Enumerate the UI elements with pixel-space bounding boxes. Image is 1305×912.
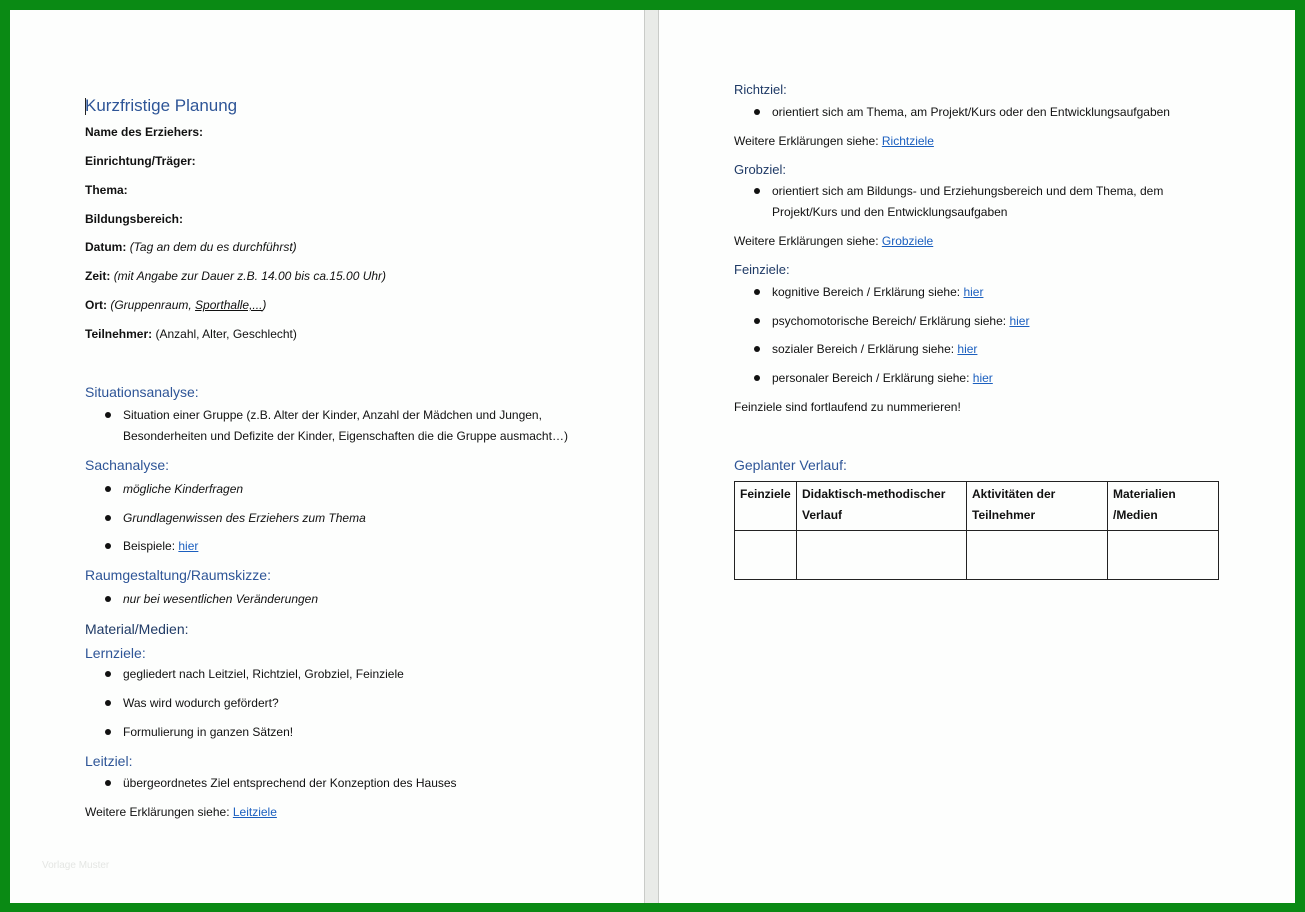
- list-item: übergeordnetes Ziel entsprechend der Konzeption des Hauses: [123, 776, 457, 790]
- heading-richtziel: Richtziel:: [734, 82, 787, 97]
- heading-leitziel: Leitziel:: [85, 753, 133, 769]
- list-item: gegliedert nach Leitziel, Richtziel, Grobziel, Feinziele: [123, 667, 404, 681]
- header-line1: Feinziele: [740, 487, 791, 501]
- table-cell[interactable]: [1108, 531, 1219, 580]
- list-item: Formulierung in ganzen Sätzen!: [123, 725, 294, 739]
- table-row: [735, 531, 1219, 580]
- bullet-icon: [754, 289, 760, 295]
- field-label: Einrichtung/Träger:: [85, 154, 196, 168]
- bullet-icon: [754, 375, 760, 381]
- leitziele-link[interactable]: Leitziele: [232, 805, 277, 819]
- field-label: Datum:: [85, 240, 127, 254]
- sozial-link[interactable]: hier: [957, 342, 978, 356]
- header-line1: Materialien: [1113, 487, 1176, 501]
- list-item: Grundlagenwissen des Erziehers zum Thema: [123, 511, 366, 525]
- table-cell[interactable]: [735, 531, 797, 580]
- list-item: nur bei wesentlichen Veränderungen: [123, 592, 319, 606]
- table-header-cell[interactable]: [797, 482, 967, 531]
- bullet-icon: [105, 543, 111, 549]
- bullet-icon: [754, 318, 760, 324]
- grobziele-link[interactable]: Grobziele: [881, 234, 934, 248]
- list-item: Was wird wodurch gefördert?: [123, 696, 279, 710]
- field-hint: (mit Angabe zur Dauer z.B. 14.00 bis ca.15.00 Uhr): [113, 269, 387, 283]
- list-item: [772, 314, 1029, 328]
- psychomotorisch-link[interactable]: hier: [1009, 314, 1030, 328]
- more-info-grobziel: [734, 234, 933, 248]
- verlauf-table[interactable]: [734, 481, 1219, 580]
- heading-sachanalyse: Sachanalyse:: [85, 457, 170, 473]
- bullet-icon: [105, 729, 111, 735]
- page-divider: [644, 10, 645, 903]
- bullet-icon: [105, 486, 111, 492]
- field-label: Bildungsbereich:: [85, 212, 184, 226]
- field-bildungsbereich[interactable]: [85, 212, 183, 226]
- bullet-icon: [105, 780, 111, 786]
- beispiele-link[interactable]: hier: [178, 539, 199, 553]
- bullet-icon: [105, 412, 111, 418]
- page-right: [659, 10, 1295, 903]
- field-teilnehmer[interactable]: [85, 327, 297, 341]
- list-item: Situation einer Gruppe (z.B. Alter der Kinder, Anzahl der Mädchen und Jungen,: [123, 408, 542, 422]
- bullet-icon: [754, 109, 760, 115]
- header-line2: Verlauf: [802, 508, 843, 522]
- list-item: [772, 371, 993, 385]
- list-item-label: psychomotorische Bereich/ Erklärung siehe:: [772, 314, 1010, 328]
- field-hint: ): [262, 298, 267, 312]
- list-item-label: Beispiele:: [123, 539, 179, 553]
- list-item: [772, 285, 983, 299]
- list-item: orientiert sich am Bildungs- und Erziehungsbereich und dem Thema, dem: [772, 184, 1164, 198]
- document-title[interactable]: Kurzfristige Planung: [85, 96, 238, 115]
- heading-situationsanalyse: Situationsanalyse:: [85, 384, 199, 400]
- table-header-row: [735, 482, 1219, 531]
- field-hint: (Gruppenraum,: [110, 298, 196, 312]
- table-header-cell[interactable]: [967, 482, 1108, 531]
- header-line1: Didaktisch-methodischer: [802, 487, 946, 501]
- bullet-icon: [105, 515, 111, 521]
- list-item-label: kognitive Bereich / Erklärung siehe:: [772, 285, 964, 299]
- watermark: Vorlage Muster: [42, 860, 110, 871]
- field-label: Thema:: [85, 183, 128, 197]
- field-thema[interactable]: [85, 183, 128, 197]
- table-header-cell[interactable]: [735, 482, 797, 531]
- more-info-label: Weitere Erklärungen siehe:: [85, 805, 233, 819]
- heading-lernziele: Lernziele:: [85, 645, 146, 661]
- list-item: orientiert sich am Thema, am Projekt/Kurs oder den Entwicklungsaufgaben: [772, 105, 1170, 119]
- header-line2: /Medien: [1113, 508, 1158, 522]
- field-label: Name des Erziehers:: [85, 125, 204, 139]
- field-hint-underlined: Sporthalle,...: [195, 298, 263, 312]
- heading-feinziele: Feinziele:: [734, 262, 790, 277]
- list-item: [123, 539, 198, 553]
- more-info-richtziel: [734, 134, 934, 148]
- field-label: Ort:: [85, 298, 107, 312]
- field-name[interactable]: [85, 125, 203, 139]
- heading-verlauf: Geplanter Verlauf:: [734, 457, 847, 473]
- field-label: Teilnehmer:: [85, 327, 153, 341]
- field-hint: (Tag an dem du es durchführst): [129, 240, 297, 254]
- field-hint: (Anzahl, Alter, Geschlecht): [155, 327, 297, 341]
- table-cell[interactable]: [967, 531, 1108, 580]
- bullet-icon: [105, 671, 111, 677]
- list-item: [772, 342, 977, 356]
- list-item-label: sozialer Bereich / Erklärung siehe:: [772, 342, 958, 356]
- heading-raumgestaltung: Raumgestaltung/Raumskizze:: [85, 567, 271, 583]
- more-info-leitziel: [85, 805, 277, 819]
- bullet-icon: [754, 188, 760, 194]
- more-info-label: Weitere Erklärungen siehe:: [734, 134, 882, 148]
- table-header-cell[interactable]: [1108, 482, 1219, 531]
- list-item-continuation: Besonderheiten und Defizite der Kinder, Eigenschaften die die Gruppe ausmacht…): [123, 429, 568, 443]
- list-item-continuation: Projekt/Kurs und den Entwicklungsaufgaben: [772, 205, 1008, 219]
- heading-material: Material/Medien:: [85, 621, 189, 637]
- personal-link[interactable]: hier: [972, 371, 993, 385]
- bullet-icon: [105, 700, 111, 706]
- page-left: [10, 10, 644, 903]
- bullet-icon: [105, 596, 111, 602]
- field-label: Zeit:: [85, 269, 111, 283]
- header-line2: Teilnehmer: [972, 508, 1036, 522]
- more-info-label: Weitere Erklärungen siehe:: [734, 234, 882, 248]
- feinziele-note: Feinziele sind fortlaufend zu nummerieren!: [734, 400, 961, 414]
- header-line1: Aktivitäten der: [972, 487, 1056, 501]
- field-datum[interactable]: [85, 240, 297, 254]
- field-einrichtung[interactable]: [85, 154, 196, 168]
- document-view: [10, 10, 1295, 903]
- kognitiv-link[interactable]: hier: [963, 285, 984, 299]
- heading-grobziel: Grobziel:: [734, 162, 787, 177]
- list-item-label: personaler Bereich / Erklärung siehe:: [772, 371, 973, 385]
- table-cell[interactable]: [797, 531, 967, 580]
- list-item: mögliche Kinderfragen: [123, 482, 244, 496]
- richtziele-link[interactable]: Richtziele: [881, 134, 934, 148]
- bullet-icon: [754, 346, 760, 352]
- field-zeit[interactable]: [85, 269, 386, 283]
- field-ort[interactable]: [85, 298, 266, 312]
